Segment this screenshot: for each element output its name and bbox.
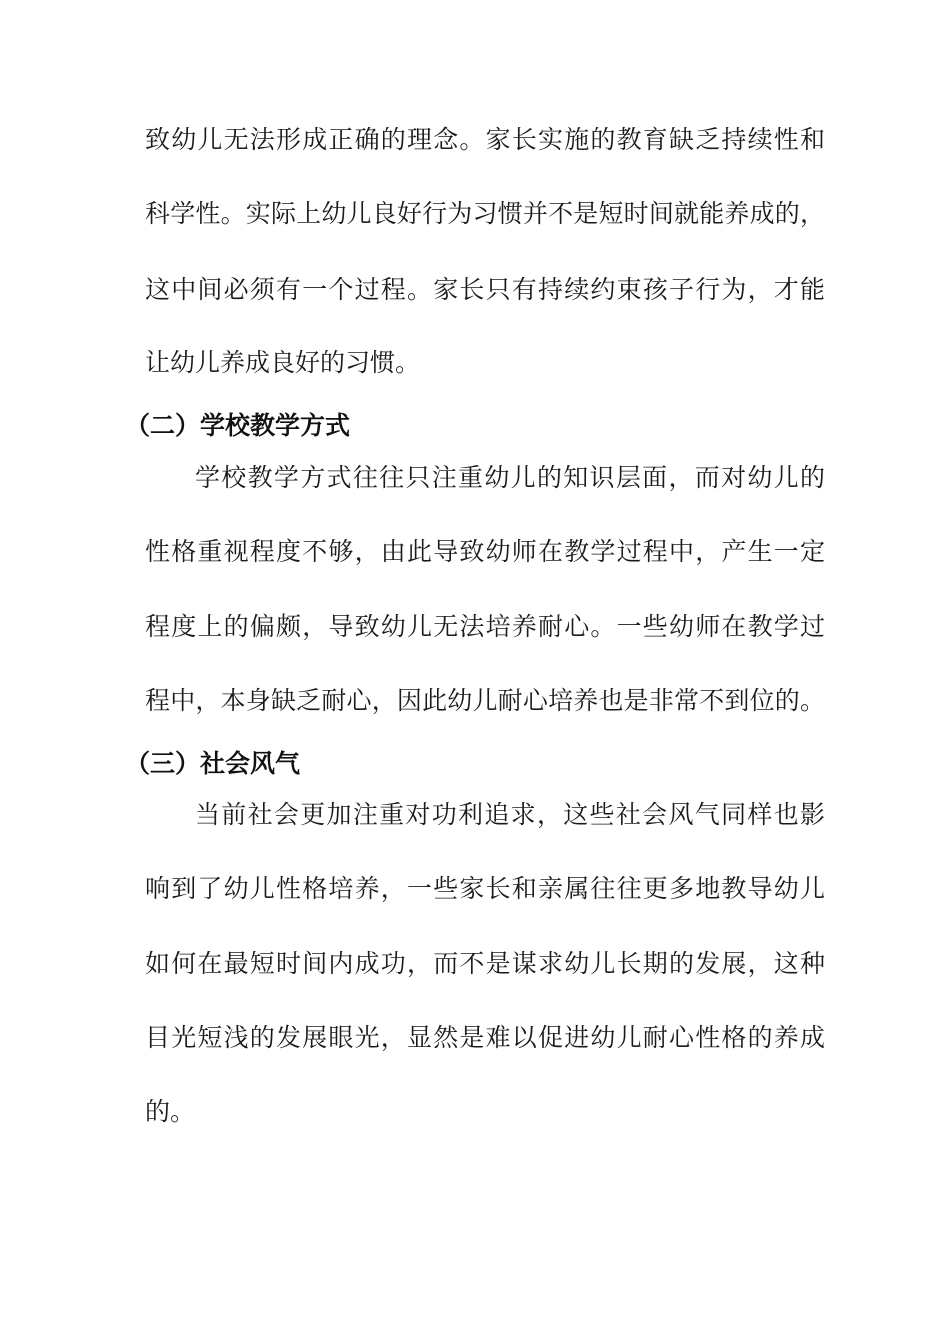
paragraph-line: 科学性。实际上幼儿良好行为习惯并不是短时间就能养成的， xyxy=(145,199,825,228)
paragraph-line: 致幼儿无法形成正确的理念。家长实施的教育缺乏持续性和 xyxy=(145,125,825,154)
paragraph-line: 程度上的偏颇，导致幼儿无法培养耐心。一些幼师在教学过 xyxy=(145,612,825,641)
paragraph-line: 这中间必须有一个过程。家长只有持续约束孩子行为，才能 xyxy=(145,275,825,304)
paragraph-line: 响到了幼儿性格培养，一些家长和亲属往往更多地教导幼儿 xyxy=(145,874,825,903)
paragraph-line: 如何在最短时间内成功，而不是谋求幼儿长期的发展，这种 xyxy=(145,949,825,978)
section-heading: （二）学校教学方式 xyxy=(125,411,351,440)
paragraph-line: 学校教学方式往往只注重幼儿的知识层面，而对幼儿的 xyxy=(195,463,825,492)
paragraph-line: 目光短浅的发展眼光，显然是难以促进幼儿耐心性格的养成 xyxy=(145,1023,825,1052)
section-heading: （三）社会风气 xyxy=(125,749,301,778)
paragraph-line: 性格重视程度不够，由此导致幼师在教学过程中，产生一定 xyxy=(145,537,825,566)
paragraph-line: 让幼儿养成良好的习惯。 xyxy=(145,348,421,377)
paragraph-line: 当前社会更加注重对功利追求，这些社会风气同样也影 xyxy=(195,800,825,829)
paragraph-line: 程中，本身缺乏耐心，因此幼儿耐心培养也是非常不到位的。 xyxy=(145,686,825,715)
paragraph-line: 的。 xyxy=(145,1097,196,1126)
